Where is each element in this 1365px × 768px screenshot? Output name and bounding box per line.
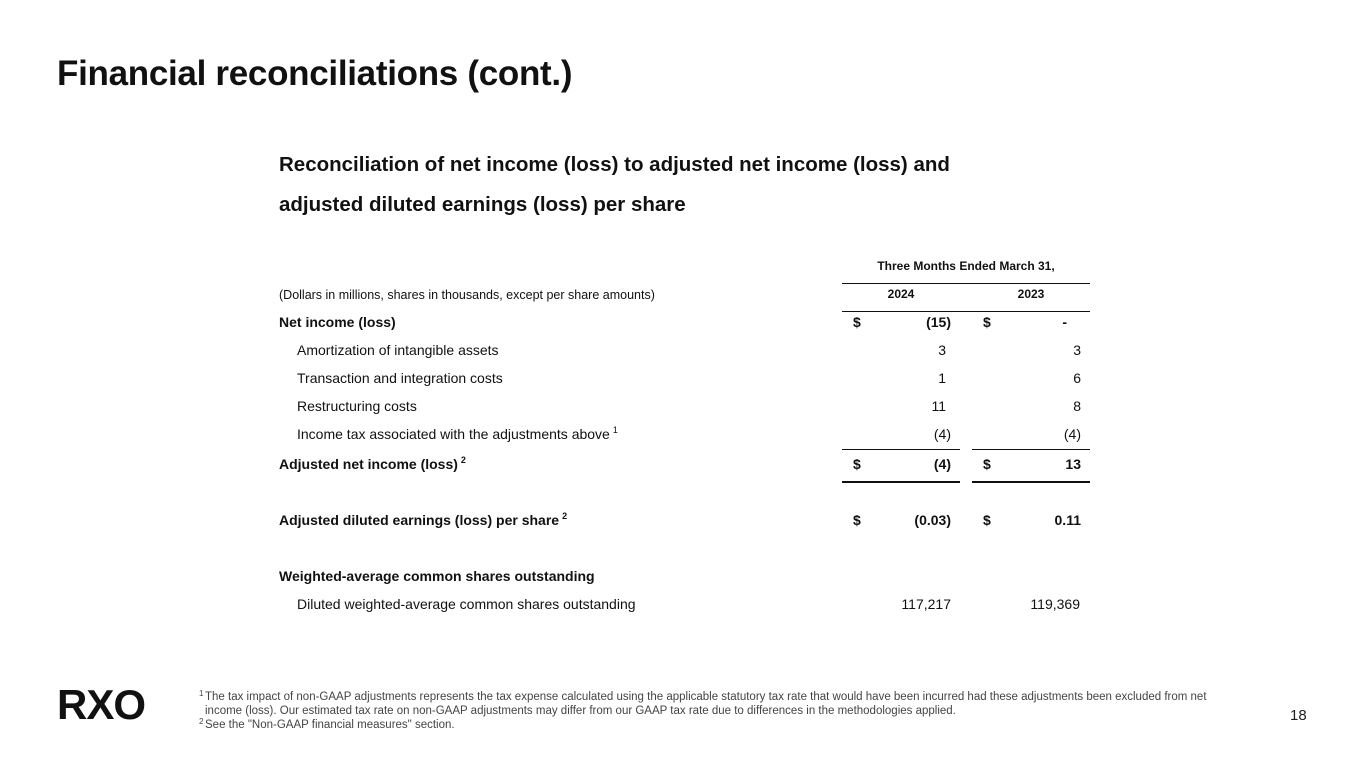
value-2023: (4) <box>1063 426 1081 442</box>
row-label: Transaction and integration costs <box>297 370 503 386</box>
footnote-ref: 1 <box>612 425 618 436</box>
page-title: Financial reconciliations (cont.) <box>57 54 573 93</box>
row-label: Weighted-average common shares outstanding <box>279 568 595 584</box>
currency-symbol: $ <box>983 314 991 330</box>
value-2023: - <box>1062 314 1067 330</box>
value-2023: 0.11 <box>1054 512 1081 528</box>
footnote-text: See the "Non-GAAP financial measures" section. <box>205 719 455 731</box>
currency-symbol: $ <box>853 456 861 472</box>
value-2024: (4) <box>933 456 951 472</box>
value-2023: 6 <box>1073 370 1081 386</box>
value-2024: (0.03) <box>914 512 951 528</box>
table-row-restructuring <box>279 392 1090 420</box>
value-2024: 1 <box>938 370 946 386</box>
period-header: Three Months Ended March 31, <box>877 259 1055 273</box>
column-header-2023: 2023 <box>1017 287 1045 301</box>
table-row-transaction-costs <box>279 364 1090 392</box>
footnote-2 <box>199 718 1239 732</box>
value-2024: (15) <box>926 314 951 330</box>
footnote-1 <box>199 690 1239 718</box>
units-note: (Dollars in millions, shares in thousands, except per share amounts) <box>279 288 655 302</box>
total-rule <box>972 481 1090 483</box>
value-2024: 117,217 <box>901 596 951 612</box>
rxo-logo: RXO <box>57 681 146 728</box>
subtitle-line-1: Reconciliation of net income (loss) to adjusted net income (loss) and <box>279 153 950 176</box>
footnote-ref: 2 <box>460 455 466 466</box>
footnotes <box>199 690 1239 732</box>
value-2024: 11 <box>931 398 946 414</box>
currency-symbol: $ <box>853 512 861 528</box>
table-row-adjusted-eps <box>279 506 1090 534</box>
row-label: Income tax associated with the adjustments above $^1$ <box>297 425 618 442</box>
table-subtitle <box>279 145 1079 225</box>
row-label: Diluted weighted-average common shares outstanding <box>297 596 636 612</box>
currency-symbol: $ <box>983 456 991 472</box>
footnote-ref: 2 <box>562 511 568 522</box>
subtitle-line-2: adjusted diluted earnings (loss) per share <box>279 193 686 216</box>
value-2023: 119,369 <box>1030 596 1080 612</box>
table-row-amortization <box>279 336 1090 364</box>
page-number: 18 <box>1290 707 1307 724</box>
value-2023: 3 <box>1073 342 1081 358</box>
row-label: Net income (loss) <box>279 314 396 330</box>
row-label: Amortization of intangible assets <box>297 342 499 358</box>
table-row-net-income <box>279 308 1090 336</box>
total-rule <box>842 481 960 483</box>
value-2023: 8 <box>1073 398 1081 414</box>
table-row-diluted-shares <box>279 590 1090 618</box>
footnote-number: 2 <box>199 717 204 726</box>
value-2023: 13 <box>1065 456 1081 472</box>
row-label: Adjusted net income (loss) $^2$ <box>279 455 466 472</box>
currency-symbol: $ <box>853 314 861 330</box>
table-row-weighted-heading <box>279 562 1090 590</box>
row-label: Restructuring costs <box>297 398 417 414</box>
table-row-income-tax <box>279 420 1090 448</box>
row-label: Adjusted diluted earnings (loss) per share $^2$ <box>279 511 568 528</box>
currency-symbol: $ <box>983 512 991 528</box>
value-2024: 3 <box>938 342 946 358</box>
table-row-adjusted-net-income <box>279 450 1090 478</box>
column-header-2024: 2024 <box>887 287 915 301</box>
value-2024: (4) <box>933 426 951 442</box>
period-header-rule <box>842 283 1090 284</box>
footnote-text: The tax impact of non-GAAP adjustments represents the tax expense calculated using the applicable statutory tax rate that would have been incurred had these adjustments been excluded from net income (loss). Our estimated tax rate on non-GAAP adjustments may differ from our GAAP tax rate due to differences in the methodologies applied. <box>205 691 1207 717</box>
footnote-number: 1 <box>199 689 204 698</box>
